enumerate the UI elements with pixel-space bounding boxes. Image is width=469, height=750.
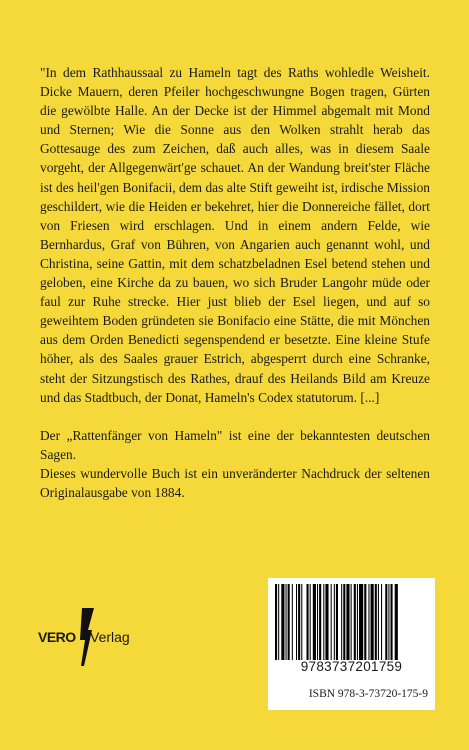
barcode-bar [278, 584, 279, 660]
barcode-bar [388, 584, 389, 660]
barcode-bar [395, 584, 398, 660]
barcode-bar [343, 584, 345, 660]
barcode-bar [359, 584, 363, 660]
barcode-bar [371, 584, 374, 660]
barcode-bar [354, 584, 356, 660]
barcode-bar [281, 584, 284, 660]
blurb-quote: "In dem Rathhaussaal zu Hameln tagt des Raths wohledle Weisheit. Dicke Mauern, deren Pfeiler hochgeschwungne Bogen tragen, Gürten die gewölbte Halle. An der Decke ist der Himmel abgemalt mit Mond und Sternen; Wie die Sonne aus den Wolken strahlt herab das Gottesauge des zum Zeichen, daß auch alles, was in diesem Saale vorgeht, der Allgegenwärt'ge schauet. An der Wandung breit'ster Fläche ist des heil'gen Bonifacii, dem das alte Stift geweiht ist, irdische Mission geschildert, wie die Heiden er bekehret, hier die Donnereiche fället, dort von Friesen wird erschlagen. Und in einem andern Felde, wie Bernhardus, Graf von Bühren, von Angarien auch genannt wohl, und Christina, seine Gattin, mit dem schatzbeladnen Esel betend stehen und geloben, eine Kirche da zu bauen, wo sich Bruder Langohr müde oder faul zur Ruhe strecke. Hier just blieb der Esel liegen, und auf so geweihtem Boden gründeten sie Bonifacio eine Stätte, die mit Mönchen aus dem Orden Benedicti segenspendend er besetzte. Eine kleine Stufe höher, als des Saales grauer Estrich, abgesperrt durch eine Schranke, steht der Sitzungstisch des Rathes, drauf des Heilands Bild am Kreuze und das Stadtbuch, der Donat, Hameln's Codex statutorum. [...] [40, 65, 430, 405]
barcode-bar [346, 584, 349, 660]
barcode-bar [351, 584, 352, 660]
barcode-bar [313, 584, 316, 660]
blurb-paragraph-reprint: Dieses wundervolle Buch ist ein unveränderter Nachdruck der seltenen Originalausgabe von 1884. [40, 465, 430, 500]
barcode-bar [381, 584, 382, 660]
barcode-bar [310, 584, 311, 660]
barcode-bar [286, 584, 287, 660]
blurb-paragraph-sage: Der „Rattenfänger von Hameln" ist eine der bekanntesten deutschen Sagen. [40, 427, 430, 462]
barcode-bar [368, 584, 369, 660]
barcode-bar [317, 584, 318, 660]
barcode-bar [378, 584, 379, 660]
barcode-bar [275, 584, 277, 660]
paragraph-gap [40, 407, 430, 426]
barcode-bar [364, 584, 366, 660]
barcode-bar [334, 584, 335, 660]
barcode-bar [385, 584, 387, 660]
barcode-bar [391, 584, 393, 660]
barcode-bar [336, 584, 338, 660]
barcode-bar [357, 584, 358, 660]
barcode-bar [298, 584, 300, 660]
barcode-bar [341, 584, 342, 660]
publisher-suffix: Verlag [90, 629, 130, 645]
back-cover-text [40, 63, 430, 502]
isbn-label: ISBN 978-3-73720-175-9 [308, 688, 428, 700]
barcode-bar [288, 584, 290, 660]
publisher-name: VERO [38, 629, 76, 645]
barcode-bar [375, 584, 377, 660]
barcode-bar [323, 584, 324, 660]
barcode-bar [292, 584, 293, 660]
barcode-bar [296, 584, 297, 660]
barcode-bar [331, 584, 332, 660]
barcode-bar [301, 584, 302, 660]
barcode-bar [319, 584, 321, 660]
barcode-number: 9783737201759 [300, 659, 403, 674]
publisher-logo [38, 608, 158, 668]
barcode [268, 578, 435, 710]
barcode-bar [307, 584, 309, 660]
barcode-bar [325, 584, 328, 660]
barcode-bars-icon [273, 584, 430, 660]
